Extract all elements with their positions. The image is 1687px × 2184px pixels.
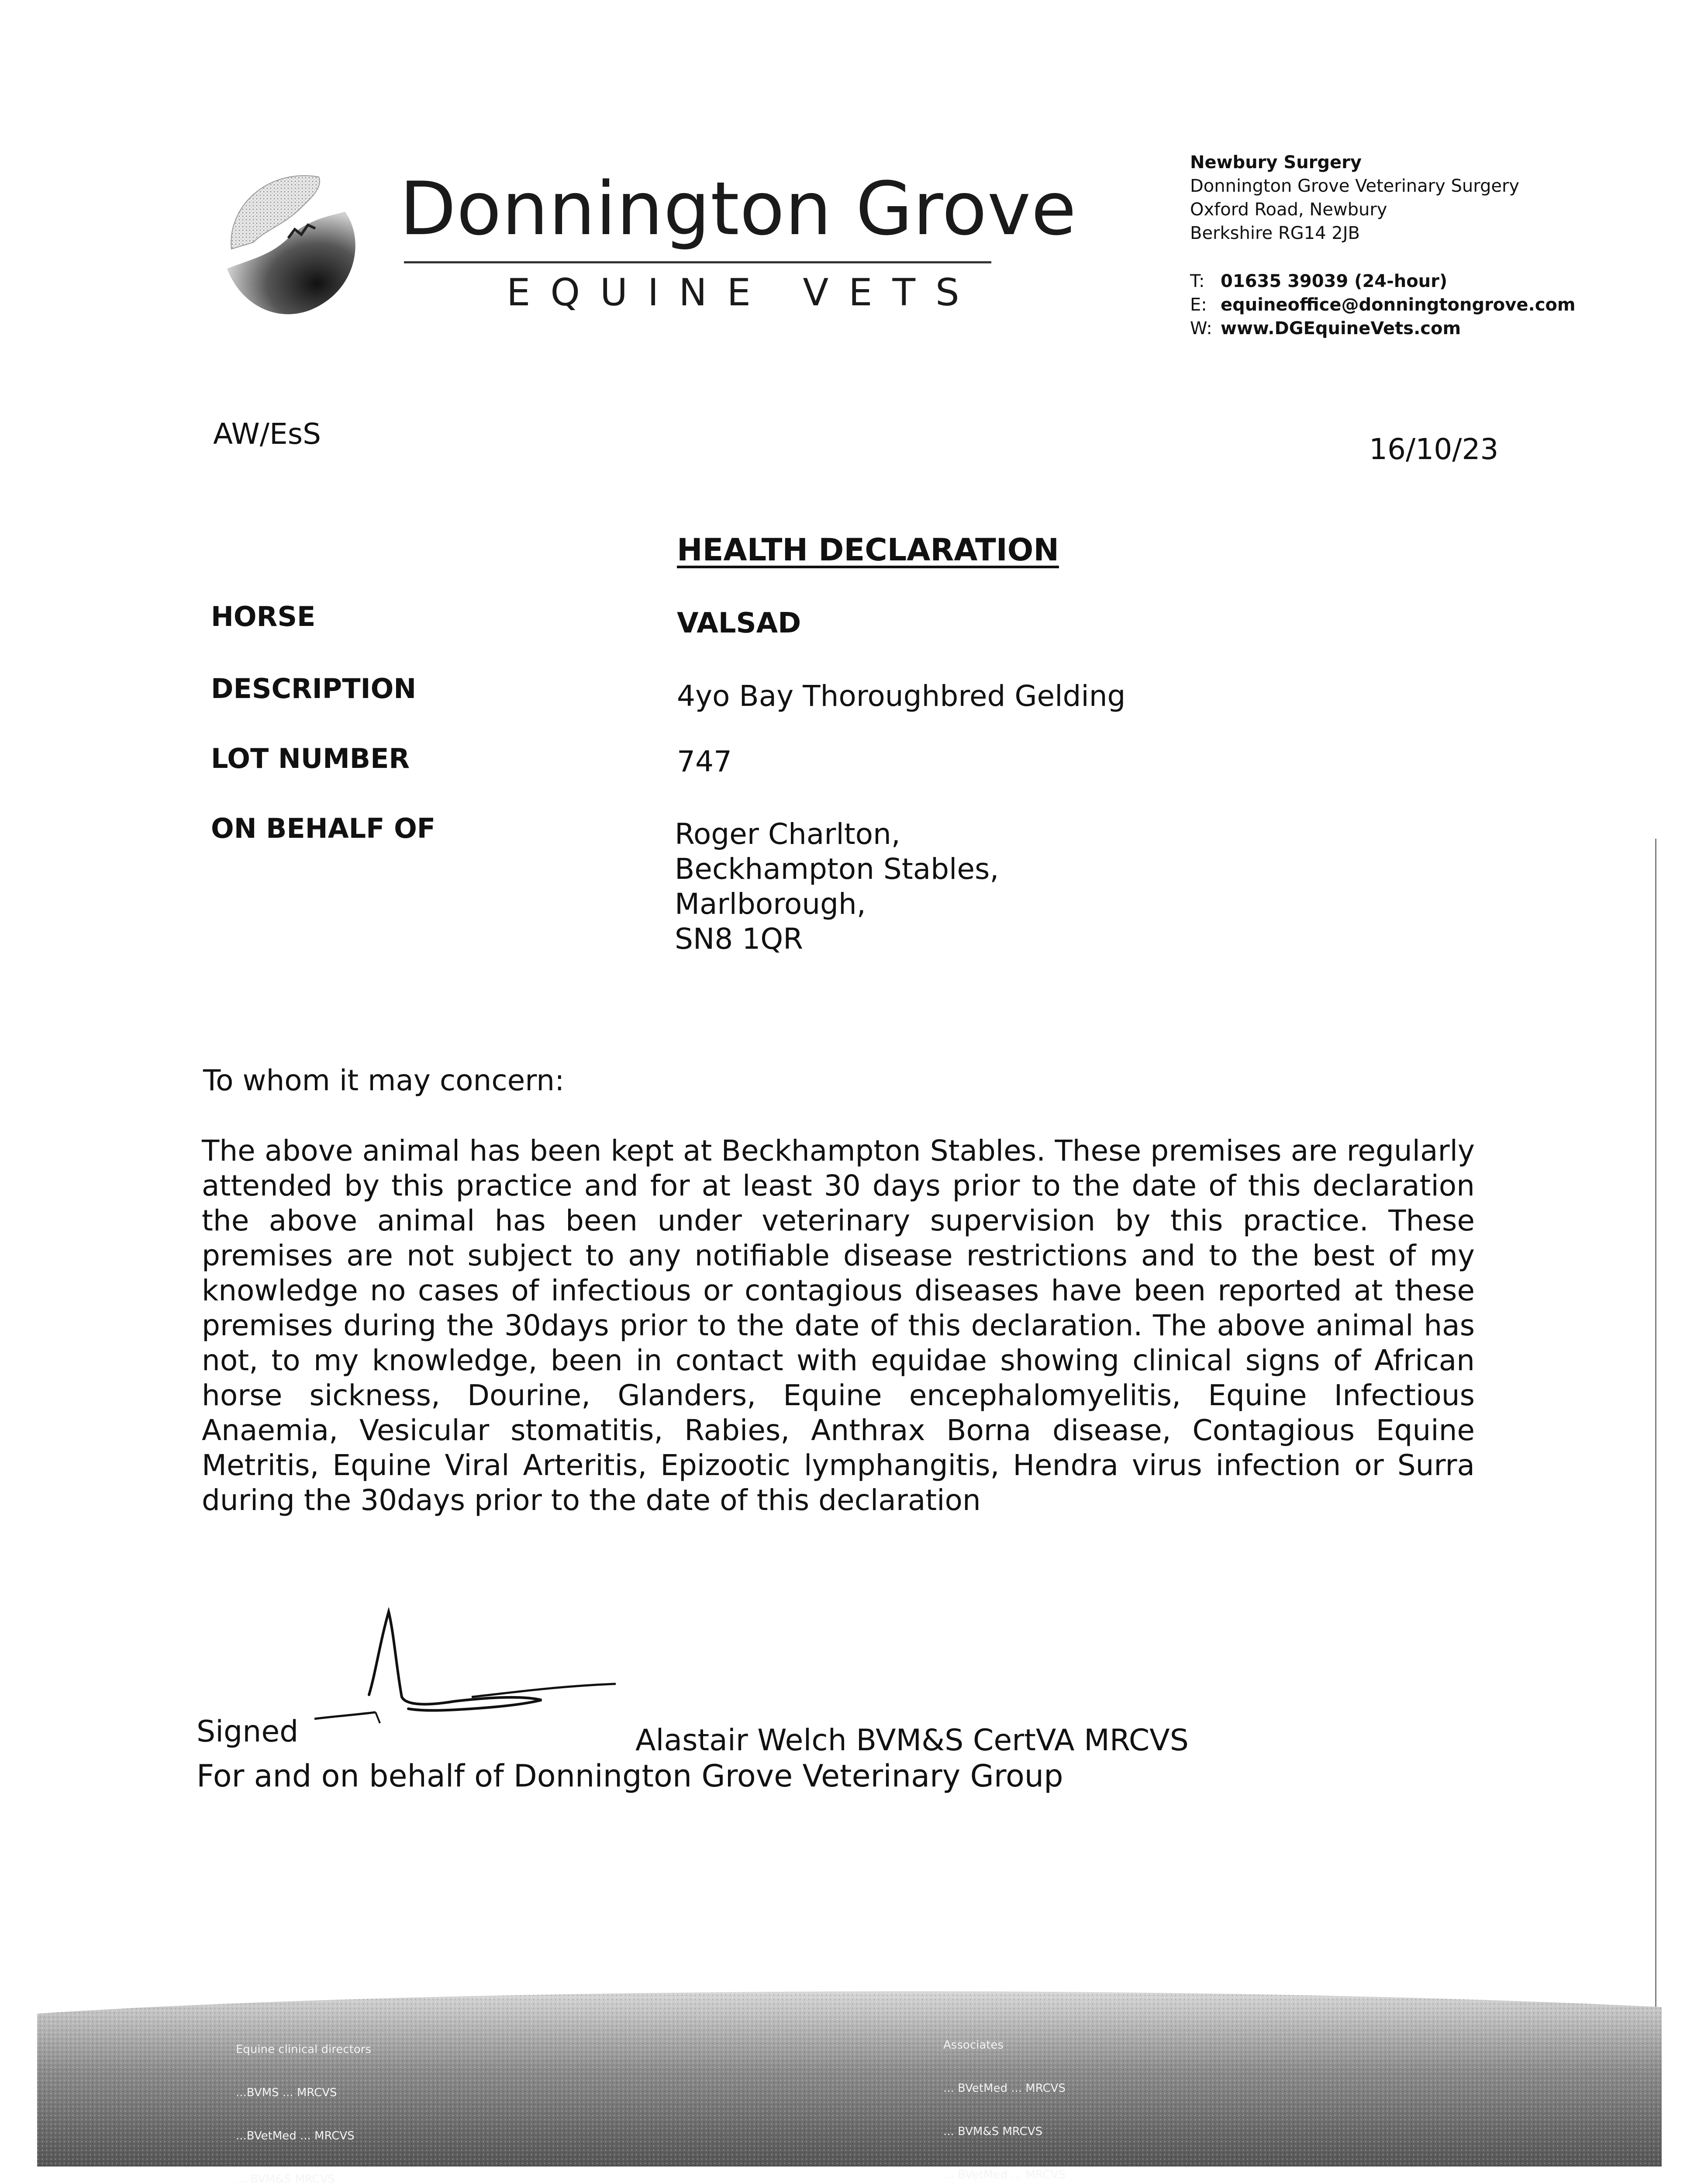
web-row (1190, 317, 1576, 340)
footer-line: ... BVM&S MRCVS (943, 2125, 1043, 2138)
brand-divider (404, 261, 991, 263)
address-line: SN8 1QR (675, 922, 804, 956)
phone-number: 01635 39039 (24-hour) (1221, 271, 1448, 291)
footer-directors-list (236, 2014, 618, 2184)
description-value: 4yo Bay Thoroughbred Gelding (677, 679, 1126, 713)
brand-name: Donnington Grove (400, 166, 1077, 252)
footer-line: ... BVetMed ... MRCVS (943, 2168, 1066, 2181)
footer-associates-list (943, 2009, 1334, 2184)
on-behalf-of-address (675, 817, 999, 957)
web-key: W: (1190, 318, 1212, 339)
on-behalf-of-label: ON BEHALF OF (211, 812, 436, 844)
horse-value: VALSAD (677, 607, 801, 639)
office-name: Newbury Surgery (1190, 152, 1362, 173)
declaration-paragraph: The above animal has been kept at Beckhampton Stables. These premises are regularly attended by this practice and for at least 30 days prior to the date of this declaration the above animal has been under veterinary supervision by this practice. These premises are not subject to any notifiable disease restrictions and to the best of my knowledge no cases of infectious or contagious diseases have been reported at these premises during the 30days prior to the date of this declaration. The above animal has not, to my knowledge, been in contact with equidae showing clinical signs of African horse sickness, Dourine, Glanders, Equine encephalomyelitis, Equine Infectious Anaemia, Vesicular stomatitis, Rabies, Anthrax Borna disease, Contagious Equine Metritis, Equine Viral Arteritis, Epizootic lymphangitis, Hendra virus infection or Surra during the 30days prior to the date of this declaration (202, 1134, 1475, 1517)
footer-line: ...BVetMed ... MRCVS (236, 2129, 355, 2143)
address-line: Oxford Road, Newbury (1190, 200, 1387, 220)
reference: AW/EsS (213, 417, 321, 451)
phone-row (1190, 270, 1576, 293)
on-behalf-line: For and on behalf of Donnington Grove Veterinary Group (197, 1758, 1063, 1794)
signer-name: Alastair Welch BVM&S CertVA MRCVS (635, 1723, 1189, 1758)
email-key: E: (1190, 295, 1207, 315)
footer-line: ... BVetMed ... MRCVS (943, 2082, 1066, 2095)
footer-line: Equine clinical directors (236, 2043, 372, 2056)
footer-line: ... BVM&S MRCVS (236, 2173, 335, 2184)
footer-line: ...BVMS ... MRCVS (236, 2086, 337, 2099)
email-row (1190, 293, 1576, 317)
date: 16/10/23 (1369, 432, 1499, 466)
phone-key: T: (1190, 271, 1205, 291)
address-line: Roger Charlton, (675, 817, 900, 851)
web-address: www.DGEquineVets.com (1221, 318, 1461, 339)
address-line: Donnington Grove Veterinary Surgery (1190, 176, 1520, 196)
contact-block (1190, 151, 1576, 340)
handwritten-signature-icon (314, 1607, 629, 1747)
address-line: Beckhampton Stables, (675, 852, 999, 886)
footer-line: Associates (943, 2039, 1004, 2052)
address-line: Berkshire RG14 2JB (1190, 223, 1360, 243)
lot-number-label: LOT NUMBER (211, 743, 410, 774)
address-line: Marlborough, (675, 887, 866, 921)
page-title: HEALTH DECLARATION (677, 532, 1059, 568)
horse-label: HORSE (211, 601, 316, 632)
description-label: DESCRIPTION (211, 673, 417, 705)
donnington-grove-logo-icon (214, 159, 380, 325)
brand-subtitle: EQUINE VETS (507, 271, 980, 314)
salutation: To whom it may concern: (203, 1064, 565, 1097)
email-address: equineoffice@donningtongrove.com (1221, 295, 1576, 315)
lot-number-value: 747 (677, 745, 732, 778)
scan-edge-line (1655, 839, 1656, 2118)
signed-label: Signed (197, 1714, 299, 1749)
